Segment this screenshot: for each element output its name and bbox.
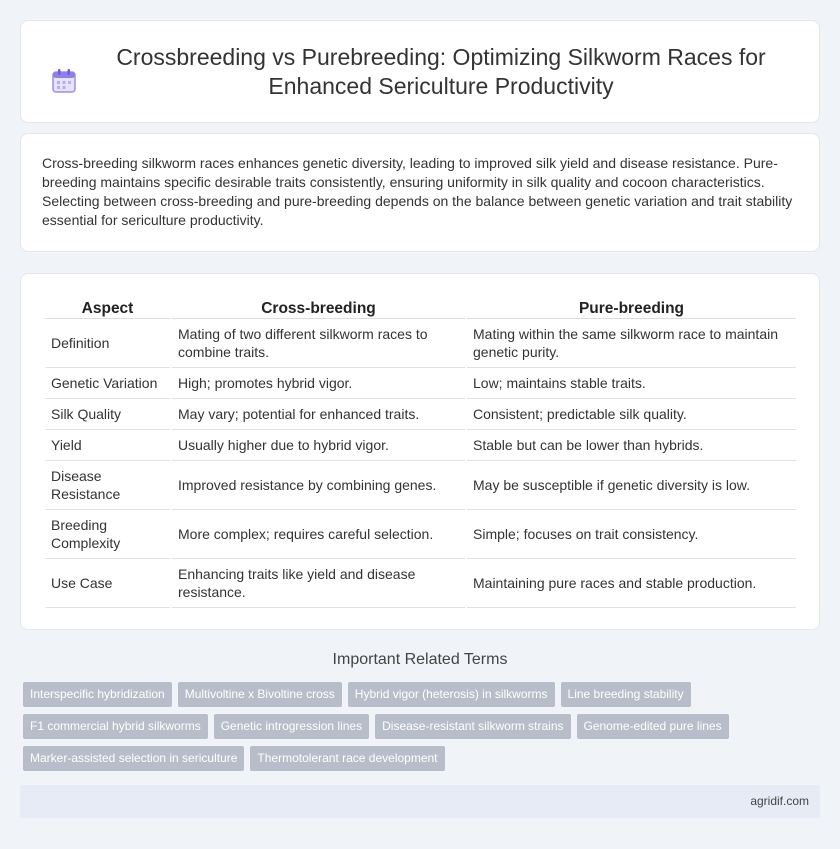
aspect-cell: Genetic Variation xyxy=(45,368,170,399)
header-pure-breeding: Pure-breeding xyxy=(467,296,796,319)
table-row xyxy=(45,510,796,559)
related-term-tag[interactable]: Thermotolerant race development xyxy=(250,746,444,771)
related-term-tag[interactable]: Interspecific hybridization xyxy=(23,682,172,707)
pure-breeding-cell: Simple; focuses on trait consistency. xyxy=(467,510,796,559)
cross-breeding-cell: Improved resistance by combining genes. xyxy=(172,461,465,510)
intro-card xyxy=(20,133,820,252)
related-term-tag[interactable]: Disease-resistant silkworm strains xyxy=(375,714,570,739)
page-title: Crossbreeding vs Purebreeding: Optimizing Silkworm Races for Enhanced Sericulture Productivity xyxy=(116,43,766,99)
tag-row xyxy=(23,682,823,707)
table-row xyxy=(45,559,796,608)
table-row xyxy=(45,319,796,368)
pure-breeding-cell: Consistent; predictable silk quality. xyxy=(467,399,796,430)
intro-paragraph: Cross-breeding silkworm races enhances genetic diversity, leading to improved silk yield and disease resistance. Pure-breeding maintains specific desirable traits consistently, ensuring uniformity in silk quality and cocoon characteristics. Selecting between cross-breeding and pure-breeding depends on the balance between genetic variation and trait stability essential for sericulture productivity. xyxy=(42,155,793,228)
table-row xyxy=(45,430,796,461)
aspect-cell: Silk Quality xyxy=(45,399,170,430)
tag-row xyxy=(23,714,823,739)
header-cross-breeding: Cross-breeding xyxy=(172,296,465,319)
aspect-cell: Definition xyxy=(45,319,170,368)
calendar-icon xyxy=(50,67,78,95)
related-term-tag[interactable]: Hybrid vigor (heterosis) in silkworms xyxy=(348,682,555,707)
pure-breeding-cell: Mating within the same silkworm race to maintain genetic purity. xyxy=(467,319,796,368)
related-term-tag[interactable]: Multivoltine x Bivoltine cross xyxy=(178,682,342,707)
aspect-cell: Disease Resistance xyxy=(45,461,170,510)
cross-breeding-cell: May vary; potential for enhanced traits. xyxy=(172,399,465,430)
table-header-row xyxy=(45,296,796,319)
aspect-cell: Breeding Complexity xyxy=(45,510,170,559)
cross-breeding-cell: More complex; requires careful selection. xyxy=(172,510,465,559)
title-card xyxy=(20,20,820,123)
table-row xyxy=(45,368,796,399)
related-term-tag[interactable]: F1 commercial hybrid silkworms xyxy=(23,714,208,739)
table-row xyxy=(45,461,796,510)
cross-breeding-cell: Mating of two different silkworm races to combine traits. xyxy=(172,319,465,368)
related-term-tag[interactable]: Genetic introgression lines xyxy=(214,714,369,739)
table-row xyxy=(45,399,796,430)
cross-breeding-cell: Usually higher due to hybrid vigor. xyxy=(172,430,465,461)
pure-breeding-cell: Stable but can be lower than hybrids. xyxy=(467,430,796,461)
related-terms-heading: Important Related Terms xyxy=(332,651,508,668)
header-aspect: Aspect xyxy=(45,296,170,319)
tag-row xyxy=(23,746,823,771)
aspect-cell: Yield xyxy=(45,430,170,461)
pure-breeding-cell: May be susceptible if genetic diversity is low. xyxy=(467,461,796,510)
cross-breeding-cell: Enhancing traits like yield and disease resistance. xyxy=(172,559,465,608)
related-terms-tags xyxy=(23,682,823,778)
comparison-card xyxy=(20,273,820,630)
footer xyxy=(20,785,820,818)
related-term-tag[interactable]: Genome-edited pure lines xyxy=(577,714,729,739)
pure-breeding-cell: Maintaining pure races and stable production. xyxy=(467,559,796,608)
aspect-cell: Use Case xyxy=(45,559,170,608)
comparison-table xyxy=(43,296,798,608)
related-term-tag[interactable]: Line breeding stability xyxy=(561,682,691,707)
footer-site-link[interactable]: agridif.com xyxy=(750,794,809,808)
related-term-tag[interactable]: Marker-assisted selection in sericulture xyxy=(23,746,244,771)
title-wrap xyxy=(50,43,790,101)
pure-breeding-cell: Low; maintains stable traits. xyxy=(467,368,796,399)
cross-breeding-cell: High; promotes hybrid vigor. xyxy=(172,368,465,399)
